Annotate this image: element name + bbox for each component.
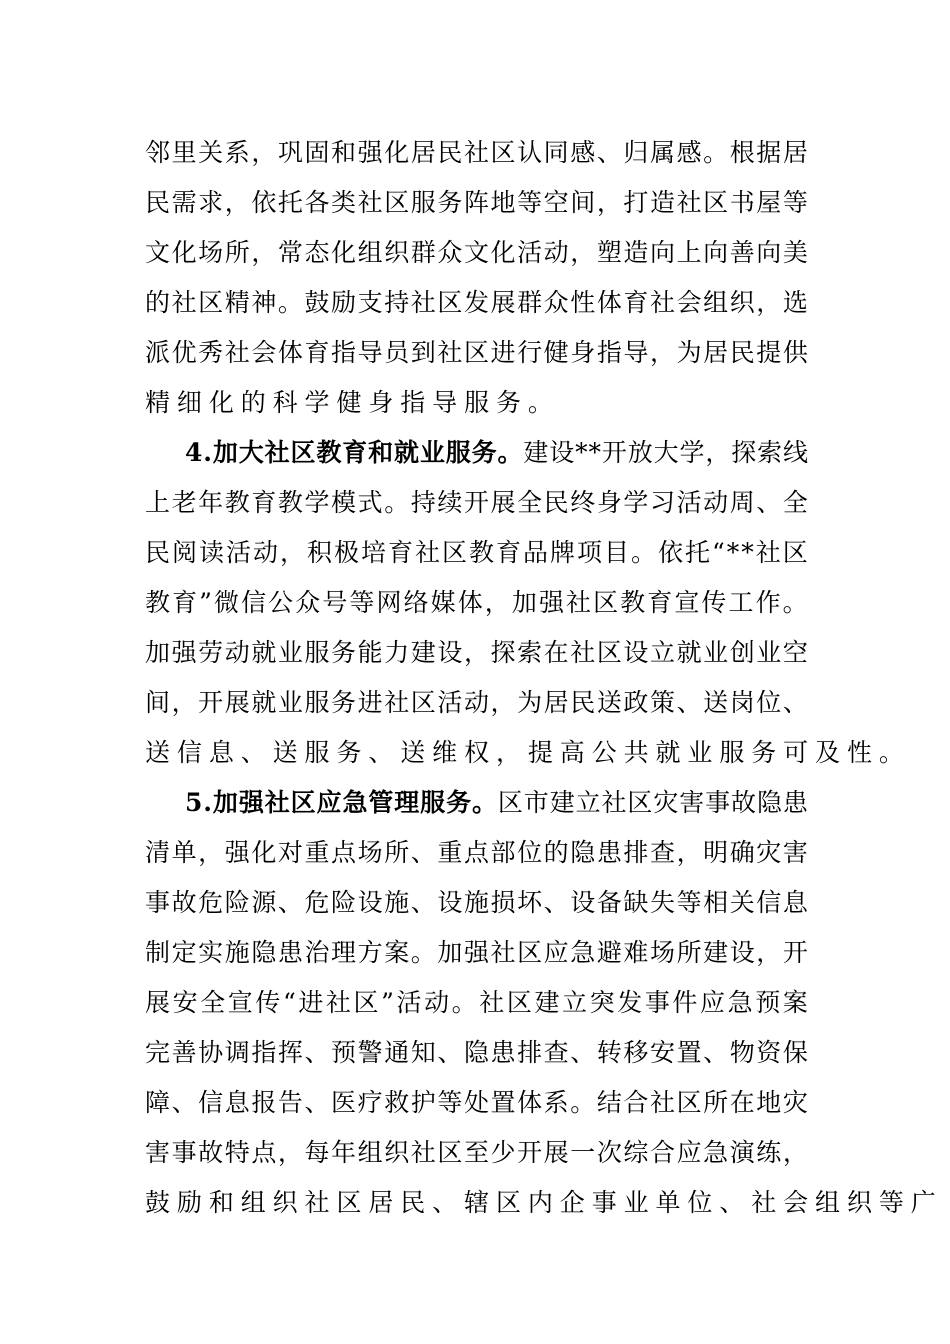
text-line: 制 定 实 施 隐 患 治 理 方 案 。 加 强 社 区 应 急 避 难 场 所 建 设 ， 开 — [145, 938, 808, 967]
text-line: 邻 里 关 系 ， 巩 固 和 强 化 居 民 社 区 认 同 感 、 归 属 感 。 根 据 居 — [145, 138, 808, 167]
text-line: 4 . 加 大 社 区 教 育 和 就 业 服 务 。 建 设 * * 开 放 大 学 ， 探 索 线 — [185, 438, 808, 467]
text-line: 民 需 求 ， 依 托 各 类 社 区 服 务 阵 地 等 空 间 ， 打 造 社 区 书 屋 等 — [145, 188, 808, 217]
text-line: 间 ， 开 展 就 业 服 务 进 社 区 活 动 ， 为 居 民 送 政 策 、 送 岗 位 、 — [145, 688, 808, 717]
text-line: 鼓 励 和 组 织 社 区 居 民 、 辖 区 内 企 事 业 单 位 、 社 会 组 织 等 广 — [145, 1188, 936, 1217]
text-line: 障 、 信 息 报 告 、 医 疗 救 护 等 处 置 体 系 。 结 合 社 区 所 在 地 灾 — [145, 1088, 808, 1117]
text-line: 5 . 加 强 社 区 应 急 管 理 服 务 。 区 市 建 立 社 区 灾 害 事 故 隐 患 — [185, 788, 808, 817]
text-line: 展 安 全 宣 传 “ 进 社 区 ” 活 动 。 社 区 建 立 突 发 事 件 应 急 预 案 — [145, 988, 808, 1017]
text-line: 文 化 场 所 ， 常 态 化 组 织 群 众 文 化 活 动 ， 塑 造 向 上 向 善 向 美 — [145, 238, 808, 267]
text-line: 害 事 故 特 点 ， 每 年 组 织 社 区 至 少 开 展 一 次 综 合 应 急 演 练 ， — [145, 1138, 808, 1167]
text-line: 教 育 ” 微 信 公 众 号 等 网 络 媒 体 ， 加 强 社 区 教 育 宣 传 工 作 。 — [145, 588, 808, 617]
text-line: 民 阅 读 活 动 ， 积 极 培 育 社 区 教 育 品 牌 项 目 。 依 托 “ * * 社 区 — [145, 538, 808, 567]
text-line: 事 故 危 险 源 、 危 险 设 施 、 设 施 损 坏 、 设 备 缺 失 等 相 关 信 息 — [145, 888, 808, 917]
text-line: 派 优 秀 社 会 体 育 指 导 员 到 社 区 进 行 健 身 指 导 ， 为 居 民 提 供 — [145, 338, 808, 367]
text-line: 精 细 化 的 科 学 健 身 指 导 服 务 。 — [145, 388, 553, 417]
text-line: 清 单 ， 强 化 对 重 点 场 所 、 重 点 部 位 的 隐 患 排 查 ， 明 确 灾 害 — [145, 838, 808, 867]
text-line: 的 社 区 精 神 。 鼓 励 支 持 社 区 发 展 群 众 性 体 育 社 会 组 织 ， 选 — [145, 288, 808, 317]
text-line: 完 善 协 调 指 挥 、 预 警 通 知 、 隐 患 排 查 、 转 移 安 置 、 物 资 保 — [145, 1038, 808, 1067]
text-line: 送 信 息 、 送 服 务 、 送 维 权 ， 提 高 公 共 就 业 服 务 可 及 性 。 — [145, 738, 904, 767]
text-line: 加 强 劳 动 就 业 服 务 能 力 建 设 ， 探 索 在 社 区 设 立 就 业 创 业 空 — [145, 638, 808, 667]
text-line: 上 老 年 教 育 教 学 模 式 。 持 续 开 展 全 民 终 身 学 习 活 动 周 、 全 — [145, 488, 808, 517]
